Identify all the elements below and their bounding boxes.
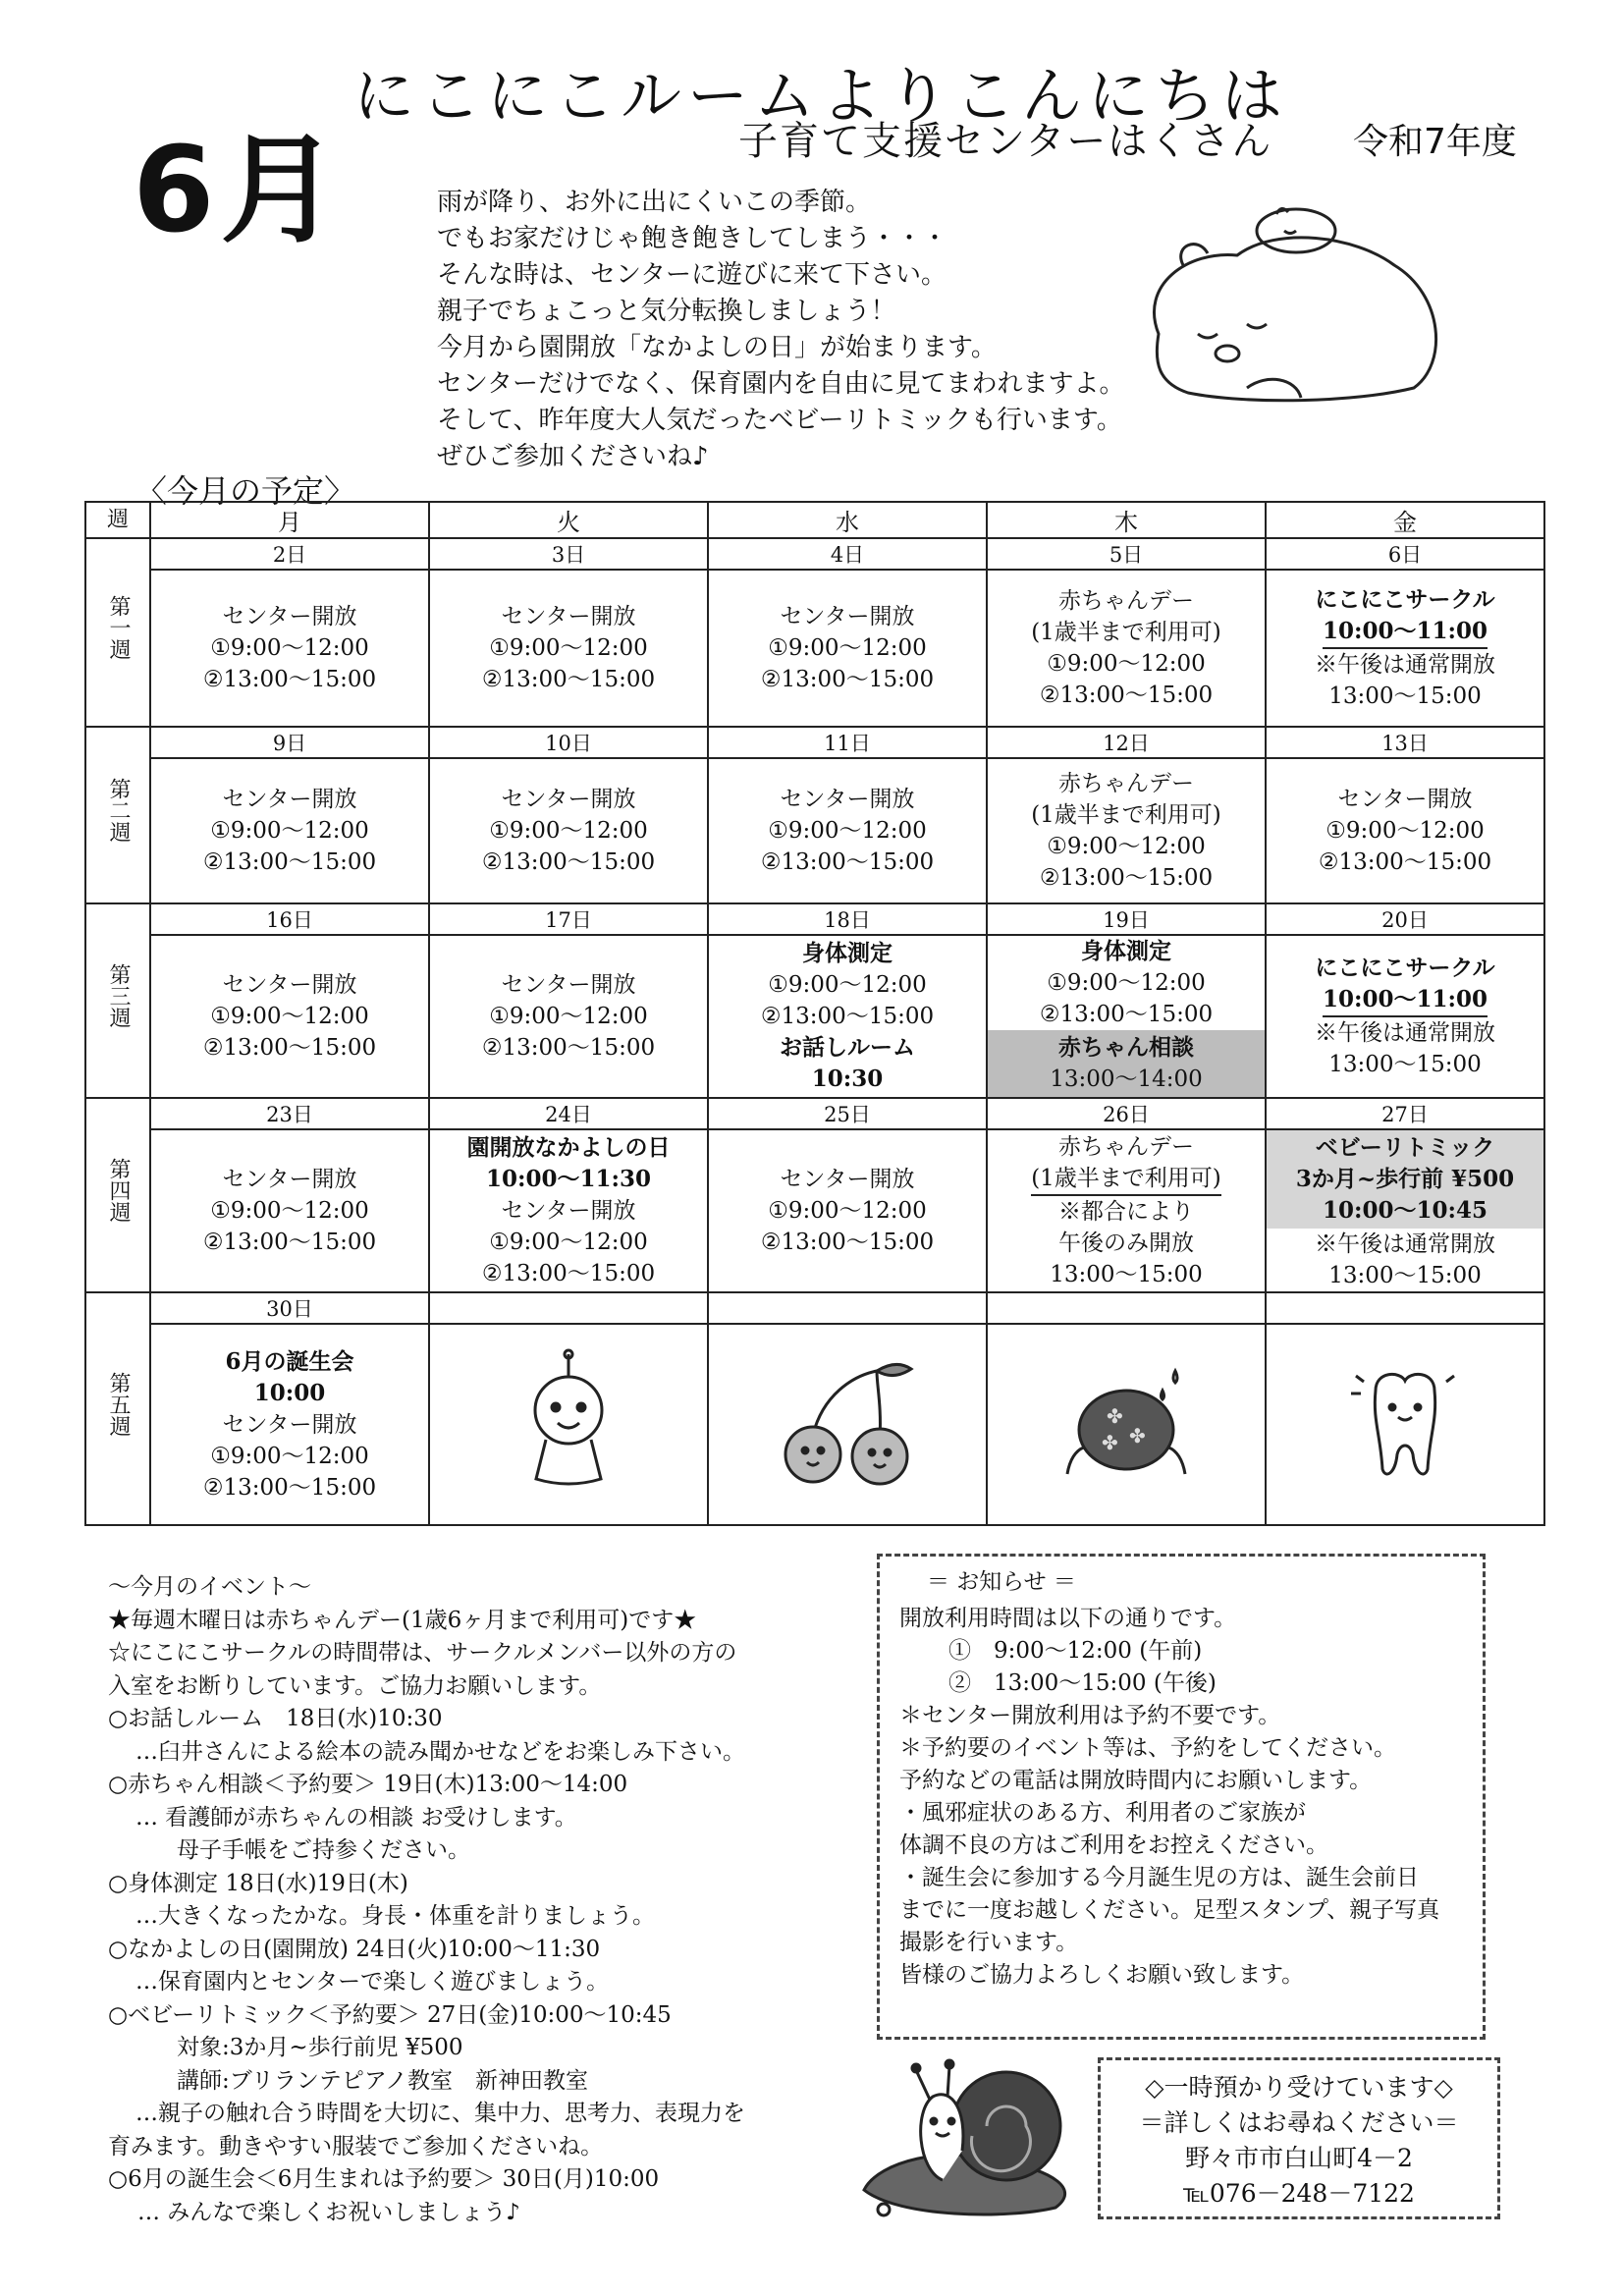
illustration-cell xyxy=(429,1324,708,1525)
schedule-cell: センター開放 ①9:00～12:00 ②13:00～15:00 xyxy=(708,1129,987,1292)
date-cell: 9日 xyxy=(150,727,429,758)
care-phone: ℡076－248－7122 xyxy=(1183,2179,1415,2208)
date-row xyxy=(85,538,1544,570)
date-cell: 13日 xyxy=(1266,727,1544,758)
date-cell: 5日 xyxy=(987,538,1266,570)
week-column-header: 週 xyxy=(85,502,150,538)
date-cell xyxy=(429,1292,708,1324)
events-section: ～今月のイベント～ ★毎週木曜日は赤ちゃんデー(1歳6ヶ月まで利用可)です★ ☆にこにこサークルの時間帯は、サークルメンバー以外の方の 入室をお断りしています。ご協力お願いします。 ○お話しルーム 18日(水)10:30 …臼井さんによる絵本の読み聞かせなどをお楽しみ下さい。 ○赤ちゃん相談＜予約要＞ 19日(木)13:00～14:00 … 看護師が赤ちゃんの相談 お受けします。 母子手帳をご持参ください。 ○身体測定 18日(水)19日(木) …大きくなったかな。身長・体重を計りましょう。 ○なかよしの日(園開放) 24日(火)10:00～11:30 …保育園内とセンターで楽しく遊びましょう。 ○ベビーリトミック＜予約要＞ 27日(金)10:00～10:45 対象:3か月~歩行前児 ¥500 講師:ブリランテピアノ教室 新神田教室 …親子の触れ合う時間を大切に、集中力、思考力、表現力を 育みます。動きやすい服装でご参加くださいね。 ○6月の誕生会＜6月生まれは予約要＞ 30日(月)10:00 … みんなで楽しくお祝いしましょう♪ xyxy=(108,1571,854,2229)
date-row xyxy=(85,727,1544,758)
day-header-fri: 金 xyxy=(1266,502,1544,538)
schedule-cell: にこにこサークル 10:00～11:00 ※午後は通常開放 13:00～15:00 xyxy=(1266,570,1544,727)
schedule-cell: 6月の誕生会 10:00 センター開放 ①9:00～12:00 ②13:00～15:00 xyxy=(150,1324,429,1525)
schedule-cell: センター開放 ①9:00～12:00 ②13:00～15:00 xyxy=(708,758,987,903)
schedule-cell: 身体測定 ①9:00～12:00 ②13:00～15:00 赤ちゃん相談 13:00～14:00 xyxy=(987,935,1266,1098)
date-row xyxy=(85,1292,1544,1324)
date-cell: 6日 xyxy=(1266,538,1544,570)
date-cell: 26日 xyxy=(987,1098,1266,1129)
events-heading: ～今月のイベント～ xyxy=(108,1574,311,1600)
schedule-cell: センター開放 ①9:00～12:00 ②13:00～15:00 xyxy=(429,935,708,1098)
date-cell: 17日 xyxy=(429,903,708,935)
schedule-cell: センター開放 ①9:00～12:00 ②13:00～15:00 xyxy=(150,570,429,727)
svg-text:✤: ✤ xyxy=(1102,1431,1118,1454)
date-cell: 27日 xyxy=(1266,1098,1544,1129)
schedule-cell: にこにこサークル 10:00～11:00 ※午後は通常開放 13:00～15:00 xyxy=(1266,935,1544,1098)
care-inquiry: ＝詳しくはお尋ねください＝ xyxy=(1139,2108,1459,2137)
schedule-cell: センター開放 ①9:00～12:00 ②13:00～15:00 xyxy=(708,570,987,727)
illustration-cell xyxy=(708,1324,987,1525)
day-header-tue: 火 xyxy=(429,502,708,538)
fiscal-year: 令和7年度 xyxy=(1353,122,1517,162)
date-cell xyxy=(987,1292,1266,1324)
schedule-cell: センター開放 ①9:00～12:00 ②13:00～15:00 xyxy=(150,1129,429,1292)
content-row xyxy=(85,1324,1544,1525)
schedule-cell: 身体測定 ①9:00～12:00 ②13:00～15:00 お話しルーム 10:30 xyxy=(708,935,987,1098)
care-title: ◇一時預かり受けています◇ xyxy=(1145,2073,1453,2102)
week-label: 第五週 xyxy=(85,1292,150,1525)
content-row xyxy=(85,1129,1544,1292)
date-cell: 25日 xyxy=(708,1098,987,1129)
month-label: 6月 xyxy=(133,123,345,259)
illustration-cell xyxy=(1266,1324,1544,1525)
date-cell: 18日 xyxy=(708,903,987,935)
schedule-cell: 赤ちゃんデー (1歳半まで利用可) ①9:00～12:00 ②13:00～15:00 xyxy=(987,570,1266,727)
snail-illustration xyxy=(859,2052,1085,2219)
schedule-heading: 〈今月の予定〉 xyxy=(135,472,356,510)
date-cell: 23日 xyxy=(150,1098,429,1129)
date-cell: 4日 xyxy=(708,538,987,570)
content-row xyxy=(85,758,1544,903)
schedule-cell: センター開放 ①9:00～12:00 ②13:00～15:00 xyxy=(150,935,429,1098)
week-label: 第一週 xyxy=(85,538,150,727)
date-row xyxy=(85,903,1544,935)
bear-illustration xyxy=(1129,196,1453,412)
date-cell: 20日 xyxy=(1266,903,1544,935)
notice-title: ＝ お知らせ ＝ xyxy=(927,1569,1076,1595)
center-name: 子育て支援センターはくさん xyxy=(738,119,1273,164)
cherry-icon xyxy=(774,1346,921,1494)
day-header-thu: 木 xyxy=(987,502,1266,538)
week-label: 第三週 xyxy=(85,903,150,1098)
svg-text:✤: ✤ xyxy=(1129,1424,1146,1448)
svg-text:✤: ✤ xyxy=(1107,1404,1123,1428)
date-cell: 19日 xyxy=(987,903,1266,935)
schedule-calendar xyxy=(84,501,1545,1526)
schedule-cell: センター開放 ①9:00～12:00 ②13:00～15:00 xyxy=(429,758,708,903)
date-cell: 2日 xyxy=(150,538,429,570)
page-title: にこにこルームよりこんにちは xyxy=(353,60,1289,132)
illustration-cell xyxy=(987,1324,1266,1525)
care-address: 野々市市白山町4－2 xyxy=(1185,2144,1413,2172)
tooth-icon xyxy=(1331,1346,1479,1494)
date-cell xyxy=(1266,1292,1544,1324)
intro-text: 雨が降り、お外に出にくいこの季節。 でもお家だけじゃ飽き飽きしてしまう・・・ そんな時は、センターに遊びに来て下さい。 親子でちょこっと気分転換しましょう！ 今月から園開放「なかよしの日」が始まります。 センターだけでなく、保育園内を自由に見てまわれますよ。 そして、昨年度大人気だったベビーリトミックも行います。 ぜひご参加くださいね♪ xyxy=(437,188,1125,471)
schedule-cell: 赤ちゃんデー (1歳半まで利用可) ①9:00～12:00 ②13:00～15:00 xyxy=(987,758,1266,903)
date-cell: 16日 xyxy=(150,903,429,935)
schedule-cell: 園開放なかよしの日 10:00～11:30 センター開放 ①9:00～12:00 ②13:00～15:00 xyxy=(429,1129,708,1292)
schedule-cell: 赤ちゃんデー (1歳半まで利用可) ※都合により 午後のみ開放 13:00～15:00 xyxy=(987,1129,1266,1292)
hydrangea-icon xyxy=(1053,1346,1200,1494)
date-cell: 12日 xyxy=(987,727,1266,758)
notice-box: ＝ お知らせ ＝ 開放利用時間は以下の通りです。 ① 9:00～12:00 (午前) ② 13:00～15:00 (午後) ＊センター開放利用は予約不要です。 ＊予約要のイベント等は、予約をしてください。 予約などの電話は開放時間内にお願いします。 ・風邪症状のある方、利用者のご家族が 体調不良の方はご利用をお控えください。 ・誕生会に参加する今月誕生児の方は、誕生会前日 までに一度お越しください。足型スタンプ、親子写真 撮影を行います。 皆様のご協力よろしくお願い致します。 xyxy=(877,1554,1486,2040)
date-cell: 24日 xyxy=(429,1098,708,1129)
calendar-header-row xyxy=(85,502,1544,538)
day-header-mon: 月 xyxy=(150,502,429,538)
date-row xyxy=(85,1098,1544,1129)
date-cell: 3日 xyxy=(429,538,708,570)
teru-teru-bozu-icon xyxy=(495,1346,642,1494)
schedule-cell: センター開放 ①9:00～12:00 ②13:00～15:00 xyxy=(429,570,708,727)
date-cell: 11日 xyxy=(708,727,987,758)
temporary-care-box xyxy=(1098,2057,1500,2219)
date-cell xyxy=(708,1292,987,1324)
schedule-cell: ベビーリトミック 3か月~歩行前 ¥500 10:00～10:45 ※午後は通常開放 13:00～15:00 xyxy=(1266,1129,1544,1292)
content-row xyxy=(85,935,1544,1098)
content-row xyxy=(85,570,1544,727)
day-header-wed: 水 xyxy=(708,502,987,538)
date-cell: 30日 xyxy=(150,1292,429,1324)
week-label: 第四週 xyxy=(85,1098,150,1292)
schedule-cell: センター開放 ①9:00～12:00 ②13:00～15:00 xyxy=(1266,758,1544,903)
schedule-cell: センター開放 ①9:00～12:00 ②13:00～15:00 xyxy=(150,758,429,903)
week-label: 第二週 xyxy=(85,727,150,903)
date-cell: 10日 xyxy=(429,727,708,758)
